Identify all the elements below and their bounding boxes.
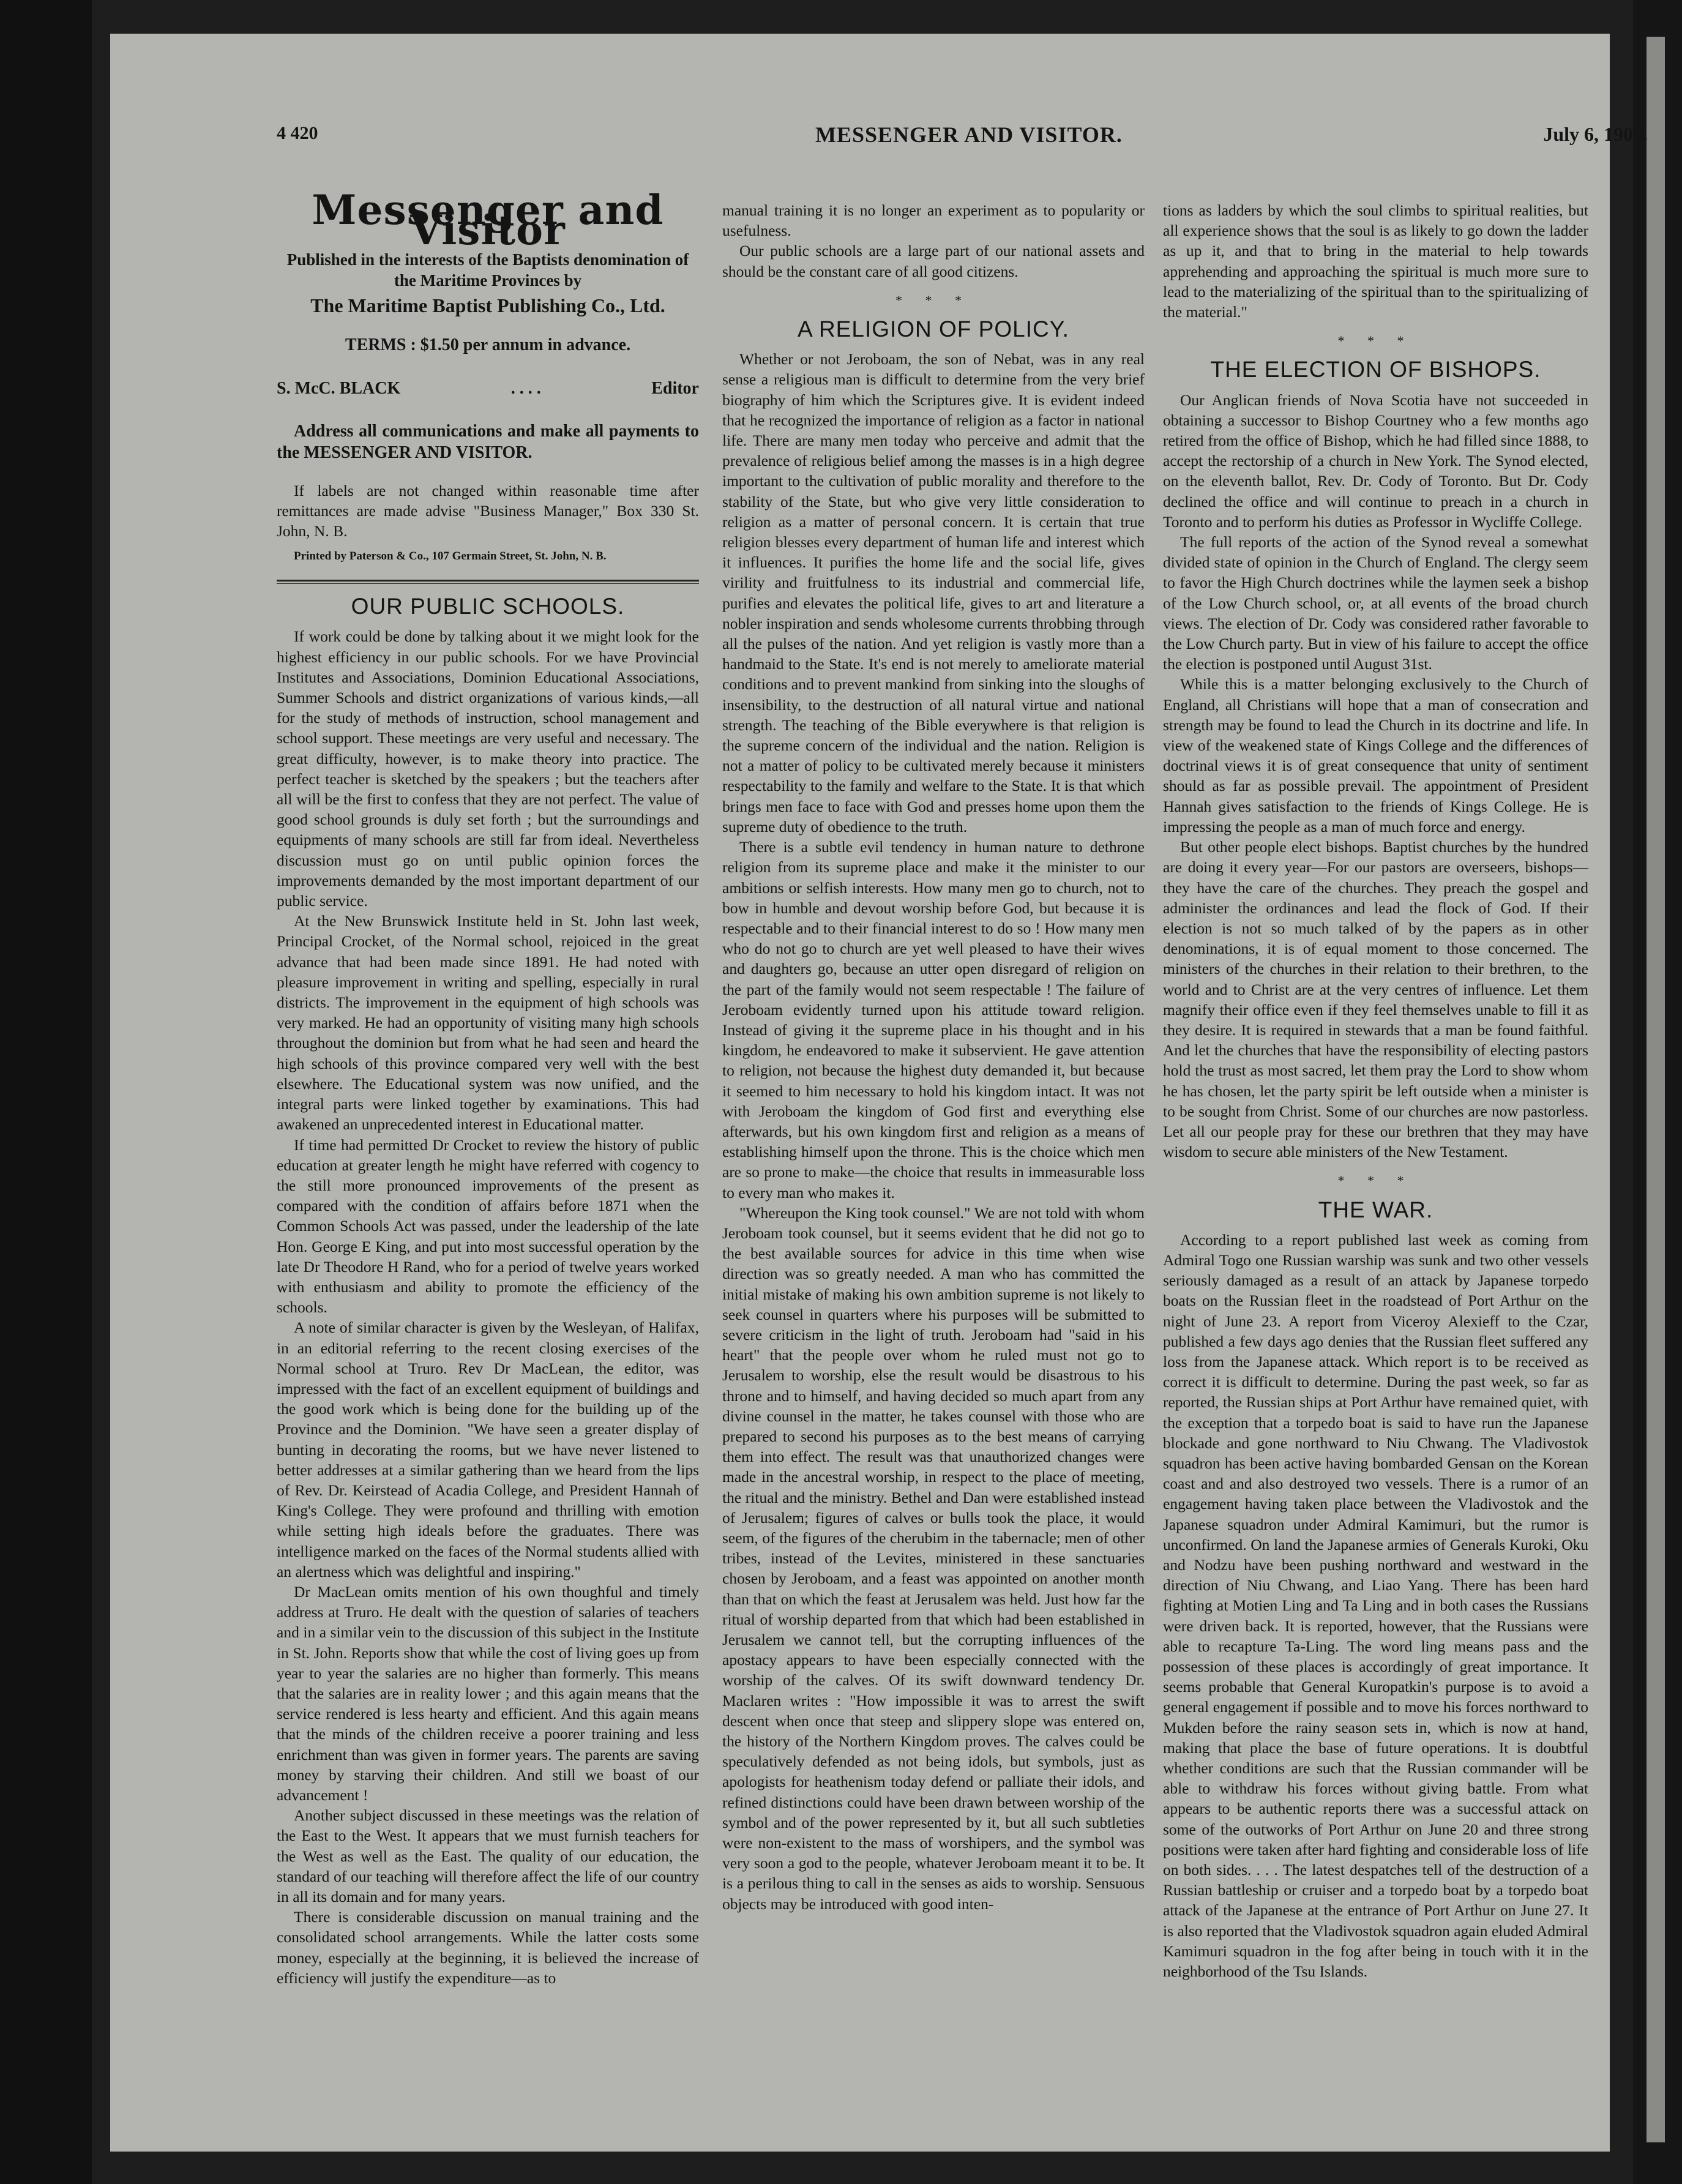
film-border-right [1633, 0, 1682, 2184]
section-separator: * * * [1337, 333, 1414, 349]
column-1 [277, 186, 699, 1988]
page-number: 4 420 [277, 123, 318, 143]
subscription-terms: TERMS : $1.50 per annum in advance. [345, 335, 631, 354]
article-paragraph: Whether or not Jeroboam, the son of Nebat, was in any real sense a religious man is difficult to determine from the very brief biography of him which the Scriptures give. It is evident indeed that he recognized the importance of religion as a factor in national life. There are many men today who perceive and admit that the prevalence of religious belief among the masses is in a high degree important to the cultivation of public morality and therefore to the stability of the State, but who give very little consideration to religion as a matter of personal concern. It is certain that true religion blesses every department of human life and interest which it influences. It purifies the home life and the social life, gives virility and fruitfulness to its industrial and commercial life, purifies and elevates the political life, gives to art and literature a nobler inspiration and sends wholesome currents throbbing through all the pulses of the nation. And yet religion is vastly more than a handmaid to the State. It's end is not merely to ameliorate material conditions and to prevent mankind from sinking into the sloughs of insensibility, to the destruction of all natural virtue and national strength. The teaching of the Bible everywhere is that religion is the supreme concern of the individual and the nation. Religion is not a matter of policy to be cultivated merely because it ministers respectability to the family and welfare to the State. It is that which brings men face to face with God and presses home upon them the supreme duty of obedience to the truth. [722, 350, 1145, 836]
publication-name: MESSENGER AND VISITOR. [815, 122, 1123, 147]
article-paragraph: There is a subtle evil tendency in human nature to dethrone religion from its supreme place and make it the minister to our ambitions or selfish interests. How many men go to church, not to bow in humble and devout worship before God, but because it is respectable and to their financial interest to do so ! How many men who do not go to church are yet well pleased to have their wives and daughters go, because an utter open disregard of religion on the part of the family would not seem respectable ! The failure of Jeroboam evidently turned upon his attitude toward religion. Instead of giving it the supreme place in his thought and in his kingdom, he endeavored to make it subservient. He gave attention to religion, not because the highest duty demanded it, but because it seemed to him necessary to hold his kingdom intact. It was not with Jeroboam the kingdom of God first and everything else afterwards, but his own kingdom first and religion as a means of establishing himself upon the throne. This is the choice which men are so prone to make—the choice that results in immeasurable loss to every man who makes it. [722, 838, 1145, 1202]
article-paragraph: But other people elect bishops. Baptist churches by the hundred are doing it every year—For our pastors are overseers, bishops—they have the care of the churches. They preach the gospel and administer the ordinances and lead the flock of God. If their election is not so much talked of by the papers as in other denominations, it is of equal moment to those concerned. The ministers of the churches in their relation to their brethren, to the world and to Christ are at the very centres of influence. Let them magnify their office even if they feel themselves unable to fill it as they desire. It is required in stewards that a man be found faithful. And let the churches that have the responsibility of electing pastors hold the trust as most sacred, let them pray the Lord to show whom he has chosen, let the party spirit be left outside when a minister is to be sought from Christ. Some of our churches are now pastorless. Let all our people pray for these our brethren that they may have wisdom to secure able ministers of the New Testament. [1163, 838, 1588, 1161]
article-paragraph: At the New Brunswick Institute held in St. John last week, Principal Crocket, of the Normal school, rejoiced in the great advance that had been made since 1891. He had noted with pleasure improvement in writing and spelling, especially in rural districts. The improvement in the equipment of high schools was very marked. He had an opportunity of visiting many high schools throughout the dominion but from what he had seen and heard the high schools of this province compared very well with the best elsewhere. The Educational system was now unified, and the integral parts were linked together by examinations. This had awakened an unprecedented interest in Educational matter. [277, 912, 699, 1134]
continued-paragraph: tions as ladders by which the soul climbs to spiritual realities, but all experience shows that the soul is as likely to go down the ladder as up it, and that to bring in the material to help towards apprehending and approaching the spiritual is much more sure to lead to the materializing of the spiritual than to the spiritualizing of the material." [1163, 201, 1588, 321]
article-paragraph: Our public schools are a large part of our national assets and should be the constant care of all good citizens. [722, 242, 1145, 280]
article-heading-the-war: THE WAR. [1318, 1197, 1433, 1222]
article-paragraph: Our Anglican friends of Nova Scotia have not succeeded in obtaining a successor to Bishop Courtney who a few months ago retired from the office of Bishop, which he had filled since 1888, to accept the rectorship of a church in New York. The Synod elected, on the eleventh ballot, Rev. Dr. Cody of Toronto. But Dr. Cody declined the office and will continue to preach in a church in Toronto and to perform his duties as Professor in Wycliffe College. [1163, 391, 1588, 531]
article-paragraph: While this is a matter belonging exclusively to the Church of England, all Christians will hope that a man of consecration and strength may be found to lead the Church in its doctrine and life. In view of the weakened state of Kings College and the differences of doctrinal views it is of great consequence that unity of sentiment should as far as possible prevail. The appointment of President Hannah gives satisfaction to the friends of Kings College. He is impressing the people as a man of much force and energy. [1163, 675, 1588, 836]
section-separator: * * * [895, 292, 971, 308]
article-paragraph: "Whereupon the King took counsel." We are not told with whom Jeroboam took counsel, but it seems evident that he did not go to the best available sources for advice in this time when wise direction was so greatly needed. A man who has committed the initial mistake of making his own ambition supreme is not likely to seek counsel in quarters where his purposes will be submitted to severe criticism in the light of truth. Jeroboam had "said in his heart" that the people over whom he ruled must not go to Jerusalem to worship, else the result would be disastrous to his throne and to himself, and having decided so much apart from any divine counsel in the matter, he takes counsel with those who are prepared to second his purposes as to the best means of carrying them into effect. The result was that unauthorized changes were made in the ancestral worship, in respect to the place of meeting, the ritual and the ministry. Bethel and Dan were established instead of Jerusalem; figures of calves or bulls took the place, it would seem, of the figures of the cherubim in the tabernacle; men of other tribes, instead of the Levites, ministered in these sanctuaries chosen by Jeroboam, and a feast was appointed on another month than that on which the feast at Jerusalem was held. Just how far the ritual of worship departed from that which had been established in Jerusalem we cannot tell, but the corrupting influences of the apostacy appears to have been especially connected with the worship of the calves. Of its swift downward tendency Dr. Maclaren writes : "How impossible it was to arrest the swift descent when once that steep and slippery slope was entered on, the history of the Northern Kingdom proves. The calves could be speculatively defended as not being idols, but symbols, just as apologists for heathenism today defend or palliate their idols, and refined distinctions could have been drawn between worship of the symbol and of the power represented by it, but all such subtleties were non-existent to the mass of worshipers, and the symbol was very soon a god to the people, whatever Jeroboam meant it to be. It is a perilous thing to call in the senses as aids to worship. Sensuous objects may be introduced with good inten- [722, 1203, 1145, 1913]
continued-paragraph: manual training it is no longer an experiment as to popularity or usefulness. [722, 201, 1145, 240]
publisher-name: The Maritime Baptist Publishing Co., Ltd. [310, 294, 665, 317]
editor-dots: . . . . [510, 378, 541, 398]
editor-name: S. McC. BLACK [277, 378, 401, 398]
adjacent-page-edge [1646, 37, 1665, 2142]
masthead-rule [277, 580, 699, 584]
article-paragraph: Dr MacLean omits mention of his own thoughful and timely address at Truro. He dealt with the question of salaries of teachers and in a similar vein to the discussion of this subject in the Institute in St. John. Reports show that while the cost of living goes up from year to year the salaries are no higher than formerly. This means that the salaries are in reality lower ; and this again means that the service rendered is less hearty and efficient. And this again means that the minds of the children receive a poorer training and less enrichment than was given in former years. The parents are saving money by starving their children. And still we boast of our advancement ! [277, 1582, 699, 1804]
printer-line: Printed by Paterson & Co., 107 Germain Street, St. John, N. B. [294, 550, 607, 563]
column-3 [1163, 200, 1588, 1981]
section-separator: * * * [1337, 1173, 1414, 1189]
running-head [277, 123, 1648, 160]
column-2 [722, 200, 1145, 1914]
address-notice: Address all communications and make all payments to the MESSENGER AND VISITOR. [277, 422, 699, 463]
film-border-left [0, 0, 92, 2184]
editor-line [277, 378, 699, 398]
editor-label: Editor [651, 378, 699, 398]
article-paragraph: According to a report published last week as coming from Admiral Togo one Russian warship was sunk and two other vessels seriously damaged as a result of an attack by Japanese torpedo boats on the Russian fleet in the roadstead of Port Arthur on the night of June 23. A report from Viceroy Alexieff to the Czar, published a few days ago denies that the Russian fleet suffered any loss from the Japanese attack. Which report is to be received as correct it is difficult to determine. During the past week, so far as reported, the Russian ships at Port Arthur have remained quiet, with the exception that a torpedo boat is said to have run the Japanese blockade and gone northward to Niu Chwang. The Vladivostok squadron has been active having bombarded Gensan on the Korean coast and and also destroyed two vessels. There is a rumor of an engagement having taken place between the Vladivostok and the Japanese squadron under Admiral Kamimuri, but the rumor is unconfirmed. On land the Japanese armies of Generals Kuroki, Oku and Nodzu have been pushing northward and westward in the direction of Niu Chwang, and Liao Yang. There has been hard fighting at Motien Ling and Ta Ling and in both cases the Russians were driven back. It is reported, however, that the Russians were able to recapture Ta-Ling. The word ling means pass and the possession of these places is accordingly of great importance. It seems probable that General Kuropatkin's purpose is to avoid a general engagement if possible and to move his forces northward to Mukden before the rainy season sets in, which is now at hand, making that place the base of future operations. It is doubtful whether conditions are such that the Russian commander will be able to withdraw his forces without giving battle. From what appears to be authentic reports there was a successful attack on some of the outworks of Port Arthur on June 20 and three strong positions were taken after hard fighting and considerable loss of life on both sides. . . . The latest despatches tell of the destruction of a Russian battleship or cruiser and a torpedo boat by a torpedo boat attack of the Japanese at the entrance of Port Arthur on June 27. It is also reported that the Vladivostok squadron again eluded Admiral Kamimuri squadron in the fog after being in touch with it in the neighborhood of the Tsu Islands. [1163, 1230, 1588, 1981]
article-paragraph: Another subject discussed in these meetings was the relation of the East to the West. It appears that we must furnish teachers for the West as well as the East. The quality of our education, the standard of our teaching will therefore affect the life of our country in all its domain and for many years. [277, 1806, 699, 1906]
article-paragraph: If work could be done by talking about it we might look for the highest efficiency in our public schools. For we have Provincial Institutes and Associations, Dominion Educational Associations, Summer Schools and district organizations of various kinds,—all for the study of methods of instruction, school management and school support. These meetings are very useful and necessary. The great difficulty, however, is to make theory into practice. The perfect teacher is sketched by the speakers ; but the teachers after all will be the first to confess that they are not perfect. The value of good school grounds is duly set forth ; but the surroundings and equipments of many schools are still far from ideal. Nevertheless discussion must go on until public opinion forces the improvements demanded by the most important department of our public service. [277, 627, 699, 910]
published-line: Published in the interests of the Baptists denomination of the Maritime Provinces by [286, 250, 689, 290]
article-heading-election-of-bishops: THE ELECTION OF BISHOPS. [1210, 357, 1541, 383]
article-paragraph: The full reports of the action of the Synod reveal a somewhat divided state of opinion in the Church of England. The clergy seem to favor the High Church doctrines while the laymen seek a bishop of the Low Church school, or, at all events of the broad church views. The election of Dr. Cody was considered rather favorable to the Low Church party. But in view of his failure to accept the office the election is postponed until August 31st. [1163, 533, 1588, 673]
newspaper-page [110, 34, 1648, 2152]
article-heading-public-schools: OUR PUBLIC SCHOOLS. [351, 594, 625, 619]
masthead-title: Messenger and Visitor [312, 186, 664, 255]
article-paragraph: If time had permitted Dr Crocket to review the history of public education at greater length he might have referred with cogency to the still more pronounced improvements of the present as compared with the condition of affairs before 1871 when the Common Schools Act was passed, under the leadership of the late Hon. George E King, and put into most successful operation by the late Dr Theodore H Rand, who for a period of twelve years worked with enthusiasm and ability to promote the efficiency of the schools. [277, 1135, 699, 1317]
article-paragraph: A note of similar character is given by the Wesleyan, of Halifax, in an editorial referring to the recent closing exercises of the Normal school at Truro. Rev Dr MacLean, the editor, was impressed with the fact of an excellent equipment of buildings and the good work which is being done for the building up of the Province and the Dominion. "We have seen a greater display of bunting in decorating the rooms, but we have never listened to better addresses at a similar gathering than we heard from the lips of Rev. Dr. Keirstead of Acadia College, and President Hannah of King's College. They were profound and thrilling with emotion while setting high ideals before the graduates. There was intelligence marked on the faces of the Normal students allied with an alertness which was delightful and inspiring." [277, 1318, 699, 1580]
article-paragraph: There is considerable discussion on manual training and the consolidated school arrangements. While the latter costs some money, especially at the beginning, it is believed the increase of efficiency will justify the expenditure—as to [277, 1908, 699, 1987]
issue-date: July 6, 1904. [1543, 123, 1648, 145]
article-heading-religion-of-policy: A RELIGION OF POLICY. [798, 316, 1069, 342]
labels-notice: If labels are not changed within reasonable time after remittances are made advise "Business Manager," Box 330 St. John, N. B. [277, 482, 699, 540]
